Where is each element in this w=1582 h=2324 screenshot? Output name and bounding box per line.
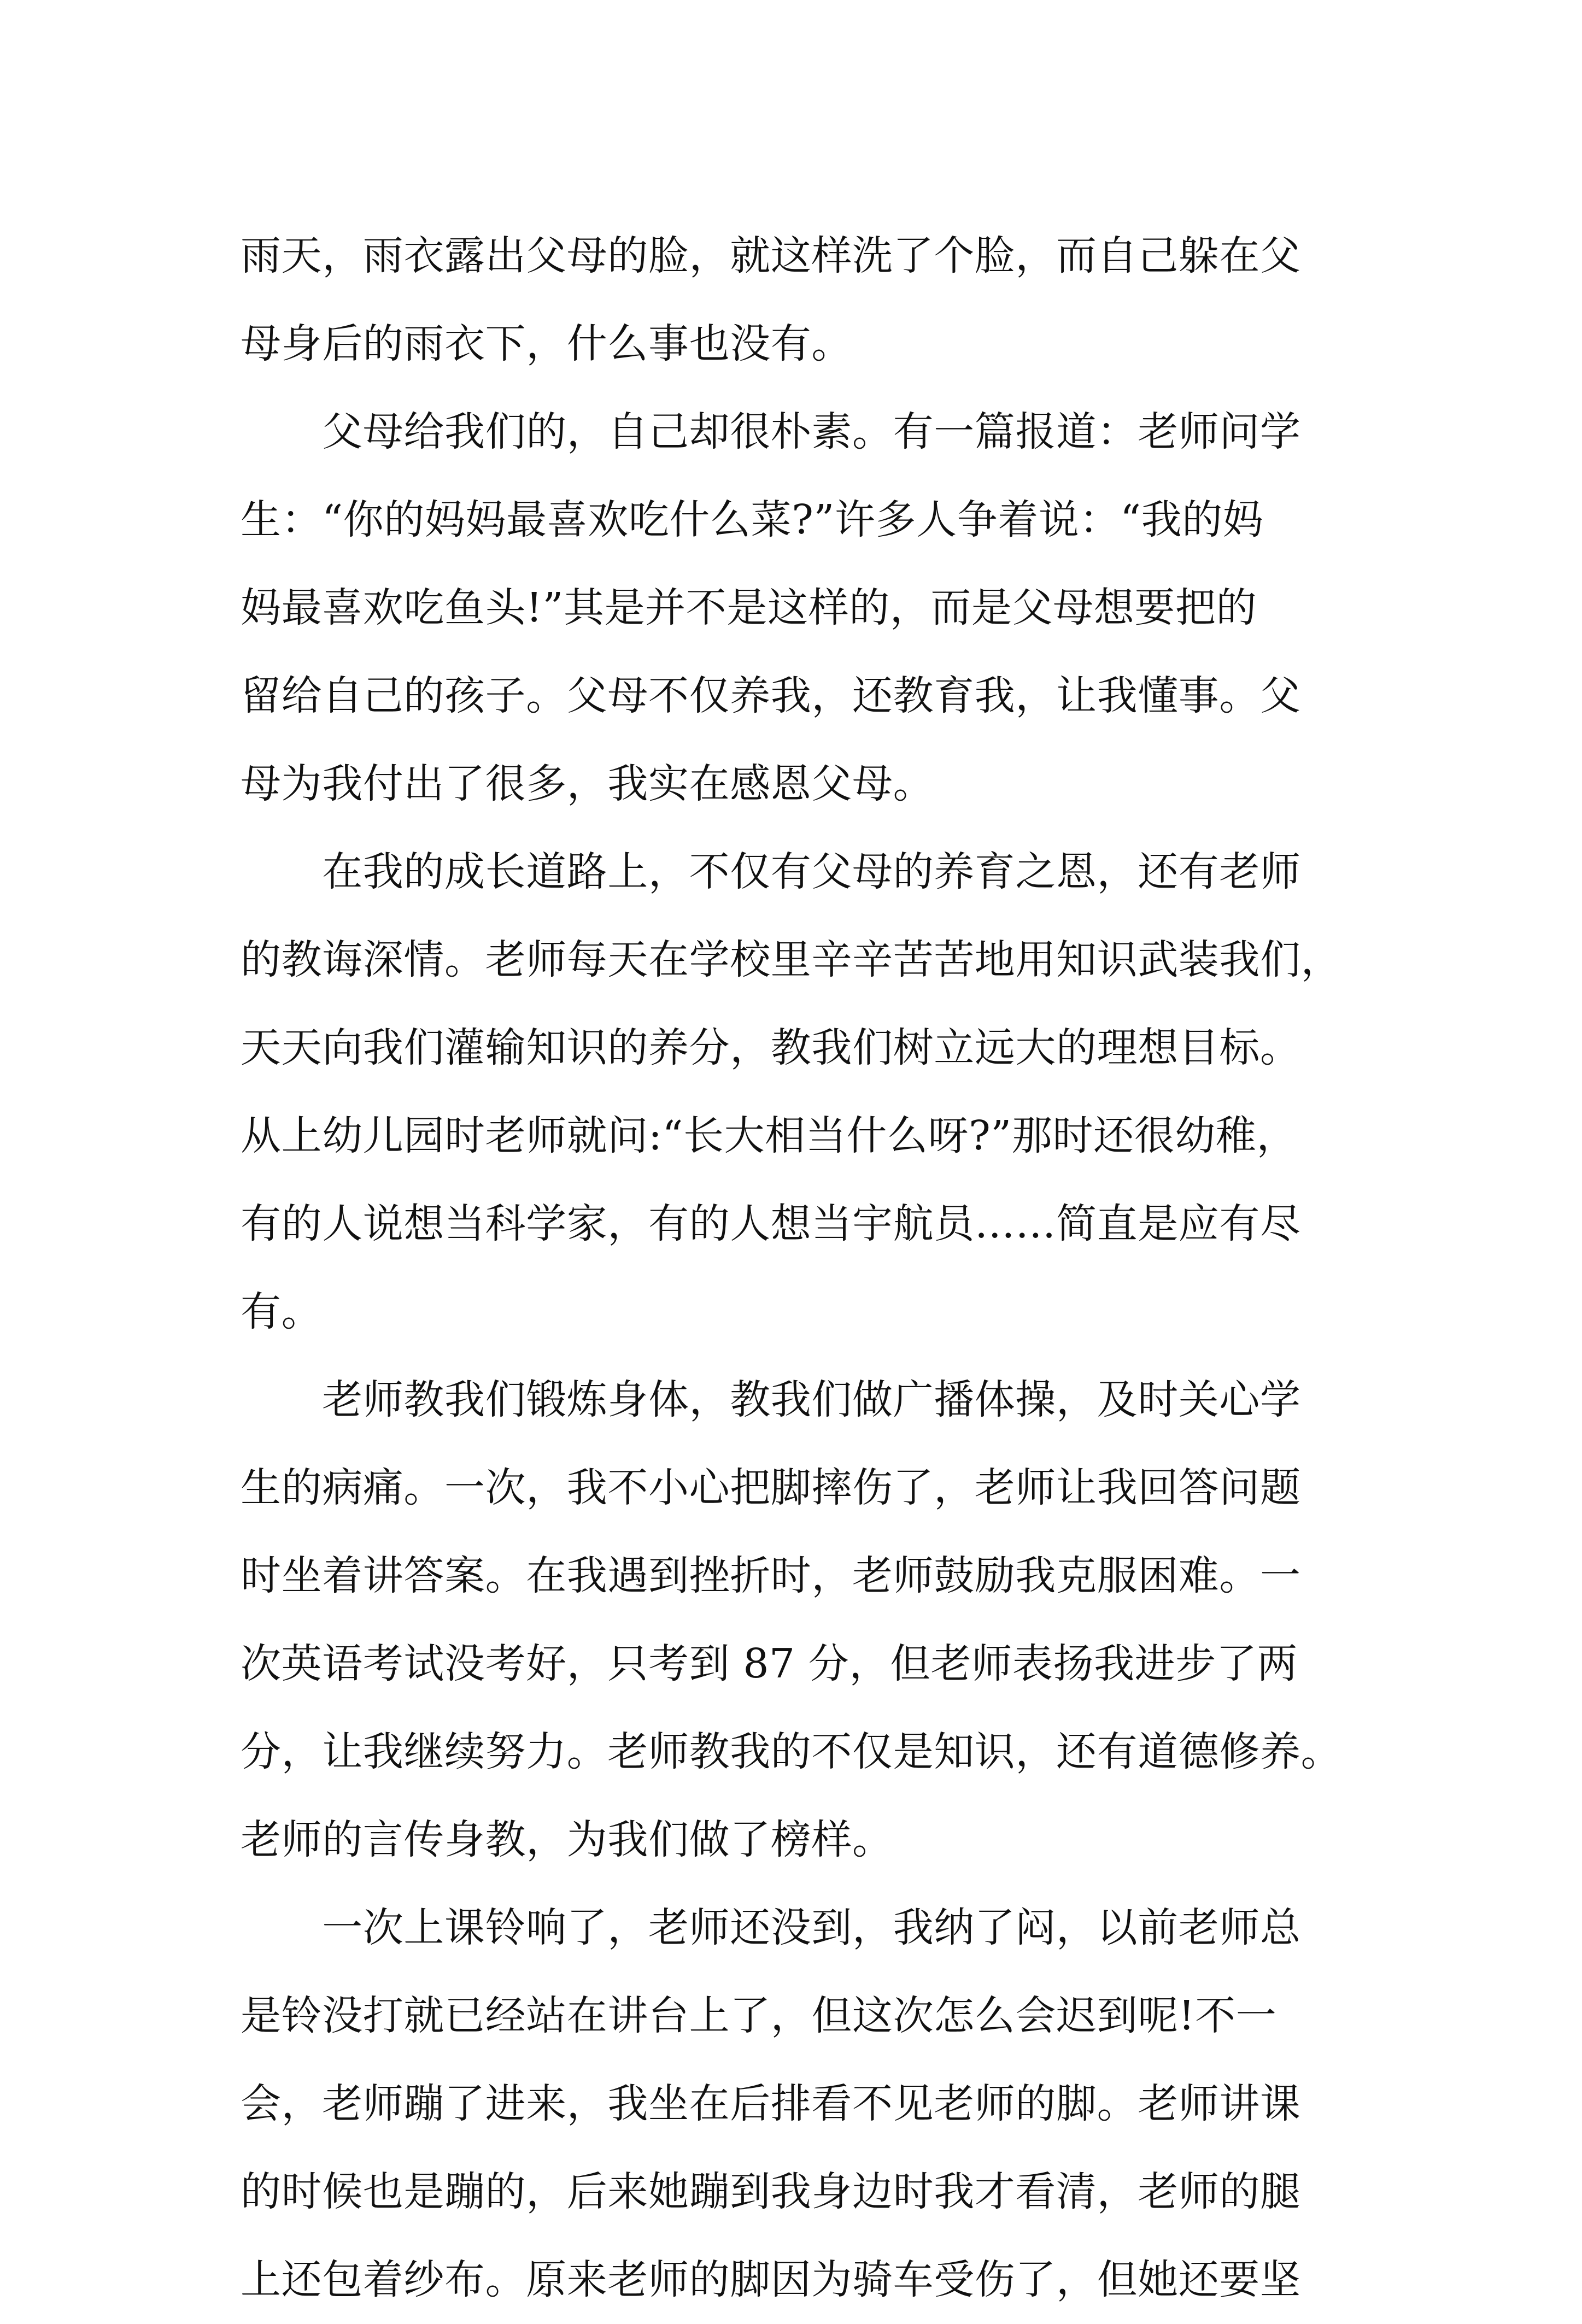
text-line: 上还包着纱布。原来老师的脚因为骑车受伤了，但她还要坚 [241,2256,1301,2303]
text-line: 生的病痛。一次，我不小心把脚摔伤了，老师让我回答问题 [241,1464,1301,1511]
text-line: 生：“你的妈妈最喜欢吃什么菜?”许多人争着说：“我的妈 [241,496,1264,543]
text-line: 次英语考试没考好，只考到 87 分，但老师表扬我进步了两 [241,1640,1298,1687]
text-line: 雨天，雨衣露出父母的脸，就这样洗了个脸，而自己躲在父 [241,232,1301,279]
text-line: 是铃没打就已经站在讲台上了，但这次怎么会迟到呢!不一 [241,1992,1277,2039]
text-line: 老师的言传身教，为我们做了榜样。 [241,1816,893,1863]
essay-text [241,212,1356,2324]
text-line: 母身后的雨衣下，什么事也没有。 [241,320,852,367]
text-line: 老师教我们锻炼身体，教我们做广播体操，及时关心学 [241,1376,1301,1423]
text-line: 母为我付出了很多，我实在感恩父母。 [241,760,934,807]
text-line: 有。 [241,1288,323,1335]
text-line: 父母给我们的，自己却很朴素。有一篇报道：老师问学 [241,408,1301,455]
text-line: 的时候也是蹦的，后来她蹦到我身边时我才看清，老师的腿 [241,2168,1301,2215]
text-line: 有的人说想当科学家，有的人想当宇航员……简直是应有尽 [241,1200,1301,1247]
text-line: 天天向我们灌输知识的养分，教我们树立远大的理想目标。 [241,1024,1301,1071]
text-line: 从上幼儿园时老师就问:“长大相当什么呀?”那时还很幼稚， [241,1112,1298,1159]
text-line: 分，让我继续努力。老师教我的不仅是知识，还有道德修养。 [241,1728,1342,1775]
text-line: 的教诲深情。老师每天在学校里辛辛苦苦地用知识武装我们， [241,936,1342,983]
text-line: 留给自己的孩子。父母不仅养我，还教育我，让我懂事。父 [241,672,1301,719]
text-line: 妈最喜欢吃鱼头!”其是并不是这样的，而是父母想要把的 [241,584,1257,631]
text-line: 一次上课铃响了，老师还没到，我纳了闷，以前老师总 [241,1904,1301,1951]
text-line: 会，老师蹦了进来，我坐在后排看不见老师的脚。老师讲课 [241,2080,1301,2127]
text-line: 时坐着讲答案。在我遇到挫折时，老师鼓励我克服困难。一 [241,1552,1301,1599]
text-line: 在我的成长道路上，不仅有父母的养育之恩，还有老师 [241,848,1301,895]
